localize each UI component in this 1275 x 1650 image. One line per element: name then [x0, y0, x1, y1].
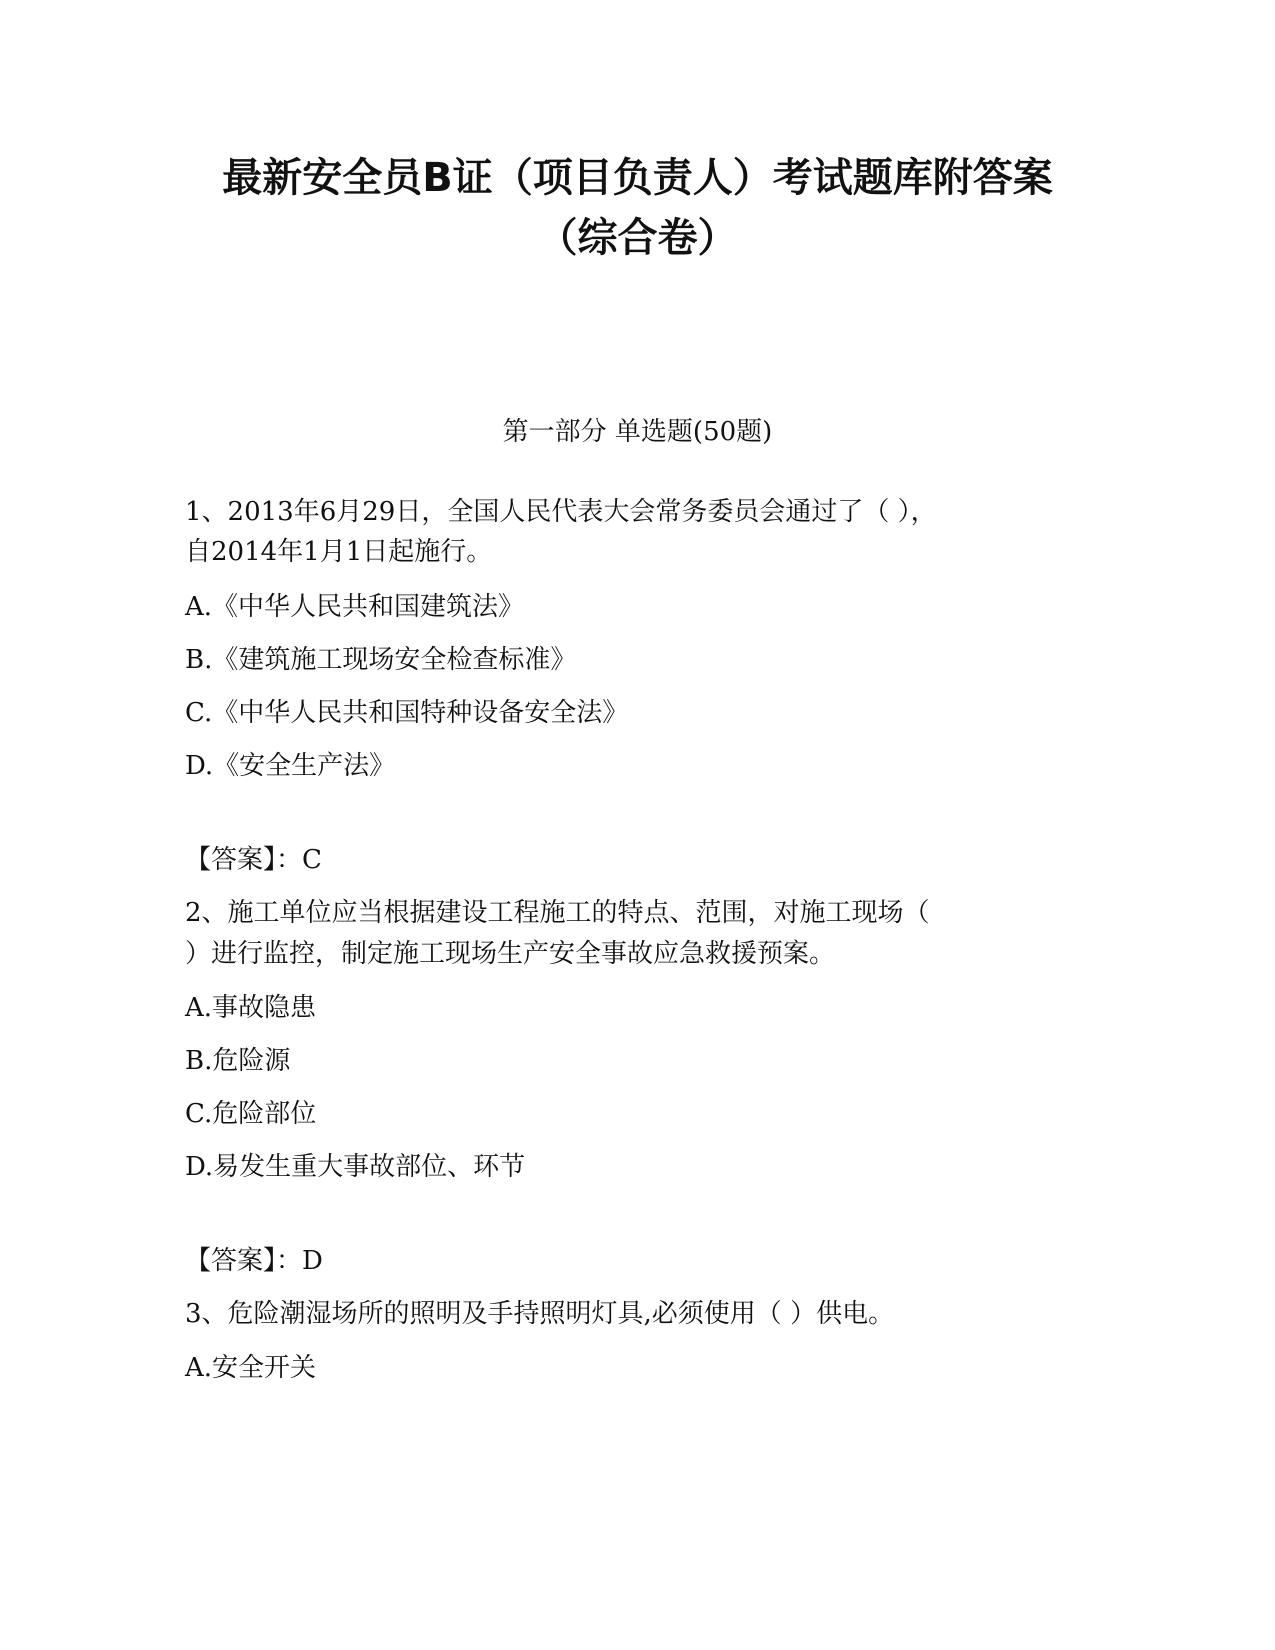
section-heading: 第一部分 单选题(50题)	[502, 417, 773, 447]
question-stem-line: 1、2013年6月29日，全国人民代表大会常务委员会通过了（ ），	[185, 497, 937, 527]
question-stem-line: 2、施工单位应当根据建设工程施工的特点、范围，对施工现场（	[185, 898, 930, 928]
question-stem-line: 3、危险潮湿场所的照明及手持照明灯具,必须使用（ ）供电。	[185, 1299, 895, 1329]
answer-label: 【答案】：D	[185, 1246, 323, 1276]
document-title-line-1: 最新安全员B证（项目负责人）考试题库附答案	[222, 155, 1053, 201]
option-b: B.《建筑施工现场安全检查标准》	[185, 645, 577, 675]
option-a: A.《中华人民共和国建筑法》	[185, 592, 525, 622]
option-a: A.事故隐患	[185, 993, 317, 1023]
question-stem-line: ）进行监控，制定施工现场生产安全事故应急救援预案。	[185, 939, 836, 969]
option-a: A.安全开关	[185, 1353, 317, 1383]
document-title-line-2: （综合卷）	[537, 215, 738, 261]
question-stem-line: 自2014年1月1日起施行。	[185, 537, 493, 567]
option-d: D.易发生重大事故部位、环节	[185, 1152, 526, 1182]
option-b: B.危险源	[185, 1046, 291, 1076]
option-d: D.《安全生产法》	[185, 751, 396, 781]
option-c: C.《中华人民共和国特种设备安全法》	[185, 698, 629, 728]
answer-label: 【答案】：C	[185, 845, 322, 875]
option-c: C.危险部位	[185, 1099, 317, 1129]
